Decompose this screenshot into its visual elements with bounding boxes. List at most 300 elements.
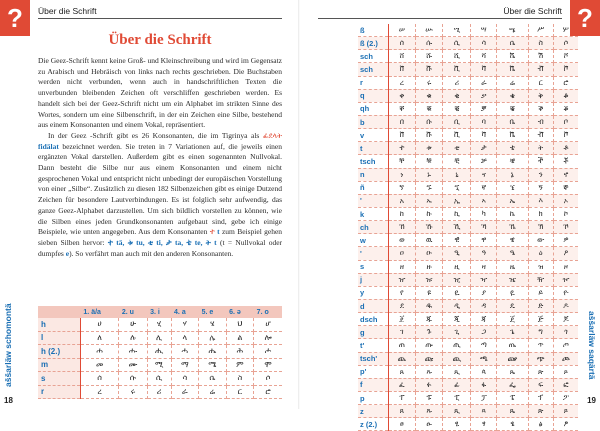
table-row — [358, 89, 578, 102]
syllable-cell: ቨ — [389, 129, 416, 142]
syllable-cell: ሙ — [119, 358, 147, 372]
consonant-key: dsch — [358, 313, 389, 326]
syllable-cell: ኔ — [497, 168, 528, 181]
syllable-cell: ሤ — [497, 24, 528, 37]
syllable-cell: ጩ — [415, 352, 443, 365]
syllable-cell: ረ — [80, 385, 118, 399]
consonant-key: sch — [358, 50, 389, 63]
syllable-cell: ሹ — [415, 50, 443, 63]
syllable-cell: ቡ — [415, 115, 443, 128]
syllable-cell: ሰ — [389, 37, 416, 50]
syllable-cell: ሜ — [199, 358, 227, 372]
syllable-cell: ሽ — [528, 50, 553, 63]
syllable-cell: ዮ — [553, 286, 578, 299]
side-tab: aššarläw schomontä — [3, 303, 13, 387]
syllable-cell: ቱ — [415, 142, 443, 155]
syllable-cell: ቆ — [553, 89, 578, 102]
page-number: 19 — [587, 396, 596, 405]
consonant-key: t' — [358, 339, 389, 352]
syllable-cell: ሂ — [147, 318, 171, 331]
syllable-cell: ከ — [389, 207, 416, 220]
question-mark-icon: ? — [0, 0, 30, 36]
syllable-cell: ታ — [471, 142, 497, 155]
syllable-cell: ኸ — [389, 221, 416, 234]
syllable-cell: ጽ — [528, 405, 553, 418]
syllable-cell: ቄ — [497, 89, 528, 102]
syllable-cell: ኞ — [553, 181, 578, 194]
vowel-table-header — [38, 306, 282, 318]
consonant-key: d — [358, 299, 389, 312]
syllable-cell: ኝ — [528, 181, 553, 194]
syllable-cell: ሳ — [471, 37, 497, 50]
syllable-cell: ዤ — [497, 273, 528, 286]
syllable-cell: ኒ — [443, 168, 471, 181]
syllable-cell: ሞ — [254, 358, 282, 372]
syllable-cell: ኻ — [471, 221, 497, 234]
syllable-cell: ኩ — [415, 207, 443, 220]
syllable-cell: ዑ — [415, 247, 443, 260]
p2-text-d: (t = Nullvokal oder dumpfes — [38, 237, 283, 258]
consonant-key: ch — [358, 221, 389, 234]
syllable-cell: ዋ — [471, 234, 497, 247]
table-row — [358, 299, 578, 312]
syllable-cell: ኜ — [497, 181, 528, 194]
consonant-key: sch — [358, 63, 389, 76]
consonant-key: s — [358, 260, 389, 273]
syllable-cell: ዡ — [415, 273, 443, 286]
syllable-cell: ም — [226, 358, 254, 372]
table-row — [38, 372, 282, 386]
syllable-cell: መ — [80, 358, 118, 372]
syllable-cell: ቒ — [443, 102, 471, 115]
syllable-cell: ቮ — [553, 129, 578, 142]
syllable-cell: ጵ — [528, 365, 553, 378]
syllable-cell: ኺ — [443, 221, 471, 234]
syllable-cell: ዠ — [389, 273, 416, 286]
page-number: 18 — [4, 396, 13, 405]
running-header: Über die Schrift — [318, 4, 562, 19]
syllable-cell: ቐ — [389, 102, 416, 115]
syllable-cell: ጠ — [389, 339, 416, 352]
consonant-key: h — [38, 318, 80, 331]
syllable-cell: ግ — [528, 326, 553, 339]
syllable-cell: ጅ — [528, 313, 553, 326]
syllable-cell: ጼ — [497, 405, 528, 418]
syllable-cell: ሄ — [199, 318, 227, 331]
right-page — [300, 0, 600, 429]
table-row — [358, 313, 578, 326]
fidalat-term: fidälat — [38, 141, 59, 151]
syllable-cell: ዙ — [415, 260, 443, 273]
column-header: 6. ə — [226, 306, 254, 318]
syllable-cell: ቦ — [553, 115, 578, 128]
syllable-cell: ቬ — [497, 129, 528, 142]
syllable-cell: ዥ — [528, 273, 553, 286]
syllable-cell: ጲ — [443, 365, 471, 378]
syllable-cell: ፀ — [389, 418, 416, 431]
consonant-key: qh — [358, 102, 389, 115]
p2-text-a: In der Geez -Schrift gibt es 26 Konsonanten, die im Tigrinya als — [48, 130, 260, 140]
syllable-cell: ጰ — [389, 365, 416, 378]
syllable-cell: ቹ — [415, 155, 443, 168]
syllable-cell: ሲ — [147, 372, 171, 386]
syllable-table — [358, 24, 578, 431]
syllable-cell: ጀ — [389, 313, 416, 326]
syllable-cell: ቤ — [497, 115, 528, 128]
syllable-cell: ክ — [528, 207, 553, 220]
syllable-cell: ቀ — [389, 89, 416, 102]
syllable-cell: ቢ — [443, 115, 471, 128]
syllable-cell: ቴ — [497, 142, 528, 155]
syllable-cell: ቁ — [415, 89, 443, 102]
syllable-cell: ሸ — [389, 50, 416, 63]
syllable-cell: ጂ — [443, 313, 471, 326]
consonant-key: ñ — [358, 181, 389, 194]
syllable-cell: ኖ — [553, 168, 578, 181]
syllable-cell: ት — [528, 142, 553, 155]
syllable-cell: ደ — [389, 299, 416, 312]
syllable-cell: ጥ — [528, 339, 553, 352]
syllable-cell: ዊ — [443, 234, 471, 247]
table-row — [358, 181, 578, 194]
syllable-cell: ሔ — [199, 345, 227, 359]
syllable-cell: ጃ — [471, 313, 497, 326]
syllable-cell: ጨ — [389, 352, 416, 365]
syllable-cell: ማ — [171, 358, 199, 372]
consonant-key: tsch — [358, 155, 389, 168]
syllable-cell: ኪ — [443, 207, 471, 220]
syllable-cell: ጭ — [528, 352, 553, 365]
syllable-cell: ሉ — [119, 331, 147, 345]
syllable-cell: ዎ — [553, 234, 578, 247]
consonant-key: r — [38, 385, 80, 399]
syllable-cell: ጬ — [497, 352, 528, 365]
syllable-cell: ኚ — [443, 181, 471, 194]
syllable-cell: ዒ — [443, 247, 471, 260]
syllable-cell: ሐ — [80, 345, 118, 359]
table-row — [358, 63, 578, 76]
consonant-key: m — [38, 358, 80, 372]
syllable-cell: ኤ — [497, 194, 528, 207]
syllable-cell: ፉ — [415, 378, 443, 391]
consonant-key: l — [38, 331, 80, 345]
syllable-cell: ወ — [389, 234, 416, 247]
consonant-key: t — [358, 142, 389, 155]
table-row — [38, 358, 282, 372]
syllable-cell: ዳ — [471, 299, 497, 312]
syllable-cell: ዓ — [471, 247, 497, 260]
consonant-key: j — [358, 273, 389, 286]
syllable-cell: ጣ — [471, 339, 497, 352]
table-row — [358, 286, 578, 299]
syllable-cell: ኬ — [497, 207, 528, 220]
syllable-cell: ፕ — [528, 391, 553, 404]
syllable-cell: ጹ — [415, 405, 443, 418]
syllable-cell: ዚ — [443, 260, 471, 273]
fidalat-ethiopic: ፊደላት — [262, 130, 283, 140]
consonant-key: q — [358, 89, 389, 102]
syllable-cell: ሴ — [199, 372, 227, 386]
syllable-cell: ዐ — [389, 247, 416, 260]
table-row — [38, 318, 282, 331]
side-tab: aššarläw saqärtä — [587, 310, 597, 380]
table-row — [358, 418, 578, 431]
p2-text-end: ). So verfährt man auch mit den anderen Konsonanten. — [69, 248, 234, 258]
syllable-cell: ቮ — [553, 63, 578, 76]
syllable-cell: ራ — [471, 76, 497, 89]
syllable-cell: ሒ — [147, 345, 171, 359]
syllable-cell: ዔ — [497, 247, 528, 260]
syllable-cell: ጁ — [415, 313, 443, 326]
consonant-key: g — [358, 326, 389, 339]
syllable-cell: ዢ — [443, 273, 471, 286]
syllable-cell: ተ — [389, 142, 416, 155]
syllable-cell: ፂ — [443, 418, 471, 431]
syllable-cell: ጦ — [553, 339, 578, 352]
consonant-key: ß — [358, 24, 389, 37]
table-row — [358, 115, 578, 128]
consonant-key: n — [358, 168, 389, 181]
syllable-cell: ዜ — [497, 260, 528, 273]
syllable-cell: ሠ — [389, 24, 416, 37]
syllable-cell: ስ — [528, 37, 553, 50]
syllable-cell: ዣ — [471, 273, 497, 286]
syllable-cell: ፑ — [415, 391, 443, 404]
syllable-cell: ዬ — [497, 286, 528, 299]
syllable-cell: ሶ — [254, 372, 282, 386]
table-row — [358, 76, 578, 89]
syllable-cell: ቸ — [389, 155, 416, 168]
p2-text-c: zum Beispiel gehen sieben Silben hervor: — [38, 227, 283, 247]
table-row — [358, 273, 578, 286]
table-row — [38, 345, 282, 359]
syllable-cell: ቪ — [443, 129, 471, 142]
syllable-cell: ሼ — [497, 50, 528, 63]
syllable-cell: ቫ — [471, 129, 497, 142]
table-row — [38, 331, 282, 345]
column-header: 2. u — [119, 306, 147, 318]
syllable-cell: ፍ — [528, 378, 553, 391]
syllable-cell: ዶ — [553, 299, 578, 312]
syllable-cell: አ — [389, 194, 416, 207]
syllable-cell: ቩ — [415, 129, 443, 142]
syllable-cell: ሪ — [443, 76, 471, 89]
syllable-cell: ሻ — [471, 50, 497, 63]
table-row — [358, 194, 578, 207]
syllable-cell: ሁ — [119, 318, 147, 331]
syllable-cell: ቼ — [497, 155, 528, 168]
syllable-cell: ኘ — [389, 181, 416, 194]
syllable-cell: ሶ — [553, 37, 578, 50]
syllable-cell: ቓ — [471, 102, 497, 115]
syllable-cell: ቭ — [528, 129, 553, 142]
syllable-cell: ው — [528, 234, 553, 247]
column-header: 1. ä/a — [80, 306, 118, 318]
syllable-cell: ፈ — [389, 378, 416, 391]
vowel-table — [38, 306, 282, 399]
syllable-cell: ሢ — [443, 24, 471, 37]
syllable-cell: ጆ — [553, 313, 578, 326]
running-header: Über die Schrift — [38, 4, 282, 19]
syllable-cell: ፔ — [497, 391, 528, 404]
syllable-cell: ሚ — [147, 358, 171, 372]
syllable-cell: ጤ — [497, 339, 528, 352]
syllable-cell: ኛ — [471, 181, 497, 194]
syllable-cell: ኦ — [553, 194, 578, 207]
syllable-cell: ስ — [226, 372, 254, 386]
e-latin: e — [65, 248, 70, 258]
syllable-series: ተ tä, ቱ tu, ቲ ti, ታ ta, ቴ te, ት t — [107, 237, 217, 247]
syllable-cell: ኹ — [415, 221, 443, 234]
table-row — [358, 221, 578, 234]
syllable-cell: ሑ — [119, 345, 147, 359]
syllable-cell: ዲ — [443, 299, 471, 312]
syllable-cell: ፓ — [471, 391, 497, 404]
syllable-cell: ሀ — [80, 318, 118, 331]
t-glyph: ተ — [209, 227, 215, 237]
table-row — [358, 365, 578, 378]
syllable-cell: ች — [528, 155, 553, 168]
syllable-cell: ዱ — [415, 299, 443, 312]
syllable-cell: ህ — [226, 318, 254, 331]
syllable-cell: ጊ — [443, 326, 471, 339]
syllable-cell: ረ — [389, 76, 416, 89]
consonant-key: b — [358, 115, 389, 128]
consonant-key: z (2.) — [358, 418, 389, 431]
syllable-cell: ፄ — [497, 418, 528, 431]
syllable-cell: ዘ — [389, 260, 416, 273]
syllable-cell: ባ — [471, 115, 497, 128]
paragraph-2 — [38, 131, 282, 259]
syllable-cell: ሳ — [171, 372, 199, 386]
syllable-cell: ፆ — [553, 418, 578, 431]
syllable-cell: ቕ — [528, 102, 553, 115]
syllable-cell: ቺ — [443, 155, 471, 168]
syllable-cell: ጻ — [471, 405, 497, 418]
syllable-cell: ዞ — [553, 260, 578, 273]
consonant-key: p — [358, 391, 389, 404]
syllable-cell: ፃ — [471, 418, 497, 431]
syllable-cell: ዉ — [415, 234, 443, 247]
syllable-cell: ሱ — [119, 372, 147, 386]
syllable-cell: ኣ — [471, 194, 497, 207]
syllable-cell: ዴ — [497, 299, 528, 312]
table-row — [358, 326, 578, 339]
syllable-cell: ቻ — [471, 155, 497, 168]
syllable-cell: ቬ — [497, 63, 528, 76]
table-row — [358, 37, 578, 50]
column-header — [38, 306, 80, 318]
syllable-cell: ገ — [389, 326, 416, 339]
consonant-key: ' — [358, 247, 389, 260]
syllable-cell: ቅ — [528, 89, 553, 102]
table-row — [358, 260, 578, 273]
syllable-cell: ብ — [528, 115, 553, 128]
table-row — [358, 405, 578, 418]
syllable-cell: ሩ — [415, 76, 443, 89]
syllable-cell: ጮ — [553, 352, 578, 365]
syllable-cell: ጡ — [415, 339, 443, 352]
question-mark-icon: ? — [570, 0, 600, 36]
syllable-cell: ሺ — [443, 50, 471, 63]
table-row — [38, 385, 282, 399]
syllable-cell: ቃ — [471, 89, 497, 102]
syllable-cell: ጳ — [471, 365, 497, 378]
syllable-cell: ጸ — [389, 405, 416, 418]
syllable-cell: ነ — [389, 168, 416, 181]
syllable-cell: ሎ — [254, 331, 282, 345]
consonant-key: w — [358, 234, 389, 247]
syllable-cell: ጌ — [497, 326, 528, 339]
table-row — [358, 129, 578, 142]
syllable-cell: ላ — [171, 331, 199, 345]
syllable-cell: ቩ — [415, 63, 443, 76]
syllable-cell: ያ — [471, 286, 497, 299]
table-row — [358, 247, 578, 260]
table-row — [358, 155, 578, 168]
t-latin: t — [217, 227, 220, 237]
consonant-key: p' — [358, 365, 389, 378]
syllable-cell: ጺ — [443, 405, 471, 418]
syllable-cell: ሲ — [443, 37, 471, 50]
column-header: 7. o — [254, 306, 282, 318]
syllable-cell: ሕ — [226, 345, 254, 359]
syllable-cell: ካ — [471, 207, 497, 220]
consonant-key: k — [358, 207, 389, 220]
syllable-cell: ሮ — [553, 76, 578, 89]
table-row — [358, 391, 578, 404]
syllable-cell: ፎ — [553, 378, 578, 391]
syllable-cell: ጾ — [553, 405, 578, 418]
syllable-cell: ኢ — [443, 194, 471, 207]
table-row — [358, 142, 578, 155]
syllable-cell: ኙ — [415, 181, 443, 194]
table-row — [358, 168, 578, 181]
consonant-key: ß (2.) — [358, 37, 389, 50]
syllable-cell: ሣ — [471, 24, 497, 37]
syllable-cell: ቑ — [415, 102, 443, 115]
syllable-cell: ጎ — [553, 326, 578, 339]
syllable-cell: ሃ — [171, 318, 199, 331]
syllable-cell: ሌ — [199, 331, 227, 345]
syllable-cell: ሆ — [254, 318, 282, 331]
syllable-cell: ዛ — [471, 260, 497, 273]
syllable-cell: ጋ — [471, 326, 497, 339]
table-row — [358, 102, 578, 115]
syllable-cell: ጉ — [415, 326, 443, 339]
syllable-cell: ራ — [171, 385, 199, 399]
table-row — [358, 352, 578, 365]
consonant-key: h (2.) — [38, 345, 80, 359]
syllable-cell: ኾ — [553, 221, 578, 234]
syllable-cell: ሩ — [119, 385, 147, 399]
table-row — [358, 234, 578, 247]
consonant-key: z — [358, 405, 389, 418]
column-header: 5. e — [199, 306, 227, 318]
syllable-cell: ቪ — [443, 63, 471, 76]
syllable-cell: ና — [471, 168, 497, 181]
syllable-cell: ጴ — [497, 365, 528, 378]
table-row — [358, 378, 578, 391]
vowel-table-body — [38, 318, 282, 399]
syllable-cell: ሮ — [254, 385, 282, 399]
syllable-cell: ሬ — [199, 385, 227, 399]
syllable-cell: ፖ — [553, 391, 578, 404]
syllable-cell: ር — [226, 385, 254, 399]
syllable-cell: ሾ — [553, 50, 578, 63]
consonant-key: r — [358, 76, 389, 89]
syllable-cell: ዦ — [553, 273, 578, 286]
